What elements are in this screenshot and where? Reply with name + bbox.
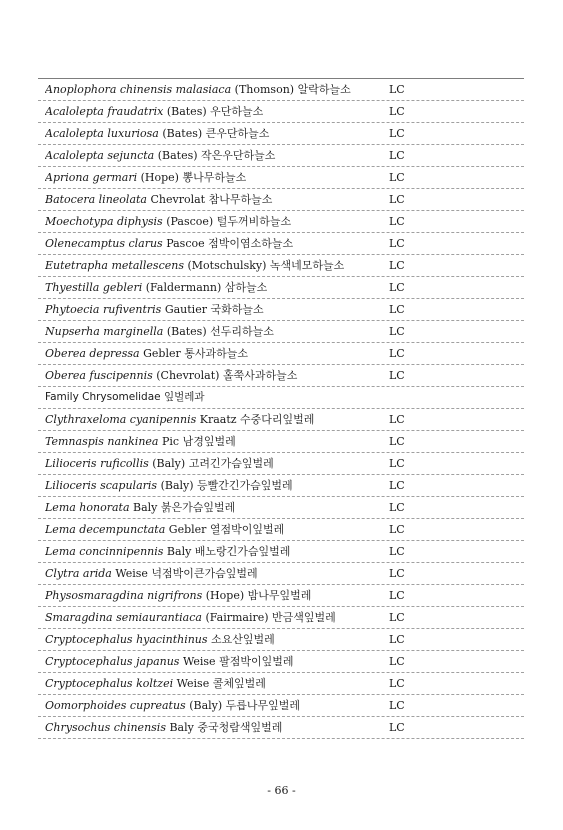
scientific-name: Lema concinnipennis [45, 545, 164, 558]
family-row [38, 387, 524, 409]
species-name [45, 167, 385, 188]
species-name [45, 541, 385, 562]
species-name [45, 497, 385, 518]
scientific-name: Acalolepta luxuriosa [45, 127, 159, 140]
author-name: (Baly) [160, 479, 194, 492]
author-name: (Bates) [162, 127, 203, 140]
status-code: LC [389, 523, 405, 536]
species-table [38, 78, 524, 739]
table-row [38, 607, 524, 629]
table-row [38, 233, 524, 255]
table-row [38, 365, 524, 387]
table-row [38, 431, 524, 453]
status-code: LC [389, 413, 405, 426]
author-name: (Pascoe) [166, 215, 214, 228]
scientific-name: Oomorphoides cupreatus [45, 699, 186, 712]
species-name [45, 409, 385, 430]
species-name [45, 673, 385, 694]
korean-name: 삼하늘소 [224, 281, 268, 294]
author-name: Chevrolat [150, 193, 206, 206]
author-name: Gebler [143, 347, 181, 360]
table-row [38, 101, 524, 123]
author-name: (Chevrolat) [156, 369, 220, 382]
table-row [38, 189, 524, 211]
table-row [38, 79, 524, 101]
species-name [45, 717, 385, 738]
scientific-name: Acalolepta fraudatrix [45, 105, 164, 118]
table-row [38, 343, 524, 365]
species-name [45, 585, 385, 606]
scientific-name: Lema honorata [45, 501, 130, 514]
scientific-name: Anoplophora chinensis malasiaca [45, 83, 232, 96]
korean-name: 홀쭉사과하늘소 [222, 369, 298, 382]
table-row [38, 695, 524, 717]
korean-name: 반금색잎벌레 [272, 611, 336, 624]
status-code: LC [389, 193, 405, 206]
korean-name: 등빨간긴가슴잎벌레 [197, 479, 293, 492]
korean-name: 큰우단하늘소 [205, 127, 270, 140]
page-number: - 66 - [267, 784, 296, 797]
author-name: Gebler [168, 523, 207, 536]
scientific-name: Lilioceris ruficollis [45, 457, 149, 470]
species-name [45, 695, 385, 716]
species-name [45, 607, 385, 628]
korean-name: 녹색네모하늘소 [269, 259, 345, 272]
table-row [38, 321, 524, 343]
table-row [38, 519, 524, 541]
scientific-name: Apriona germari [45, 171, 138, 184]
status-code: LC [389, 149, 405, 162]
korean-name: 두릅나무잎벌레 [225, 699, 301, 712]
species-name [45, 189, 385, 210]
species-name [45, 277, 385, 298]
author-name: Weise [176, 677, 210, 690]
author-name: (Bates) [166, 325, 207, 338]
status-code: LC [389, 567, 405, 580]
author-name: (Baly) [152, 457, 186, 470]
status-code: LC [389, 589, 405, 602]
species-name [45, 299, 385, 320]
author-name: (Fairmaire) [205, 611, 269, 624]
korean-name: 중국청람색잎벌레 [197, 721, 283, 734]
scientific-name: Phytoecia rufiventris [45, 303, 162, 316]
korean-name: 고려긴가슴잎벌레 [188, 457, 274, 470]
author-name: (Baly) [189, 699, 223, 712]
korean-name: 열점박이잎벌레 [209, 523, 285, 536]
author-name: Kraatz [199, 413, 237, 426]
table-row [38, 145, 524, 167]
species-name [45, 519, 385, 540]
korean-name: 밤나무잎벌레 [247, 589, 312, 602]
table-row [38, 409, 524, 431]
status-code: LC [389, 611, 405, 624]
species-name [45, 453, 385, 474]
korean-name: 붉은가슴잎벌레 [160, 501, 236, 514]
korean-name: 수중다리잎벌레 [240, 413, 315, 426]
table-row [38, 585, 524, 607]
status-code: LC [389, 105, 405, 118]
author-name: Baly [133, 501, 158, 514]
scientific-name: Cryptocephalus koltzei [45, 677, 174, 690]
author-name: (Hope) [140, 171, 179, 184]
scientific-name: Physosmaragdina nigrifrons [45, 589, 203, 602]
family-label: Family Chrysomelidae 잎벌레과 [45, 391, 205, 403]
species-name [45, 365, 385, 386]
author-name: (Bates) [157, 149, 198, 162]
author-name: Weise [115, 567, 148, 580]
table-row [38, 717, 524, 739]
table-row [38, 651, 524, 673]
korean-name: 남경잎벌레 [182, 435, 236, 448]
status-code: LC [389, 127, 405, 140]
status-code: LC [389, 457, 405, 470]
species-name [45, 145, 385, 166]
author-name: Weise [182, 655, 216, 668]
species-name [45, 431, 385, 452]
author-name: Baly [166, 545, 192, 558]
korean-name: 점박이염소하늘소 [208, 237, 294, 250]
korean-name: 넉점박이큰가슴잎벌레 [151, 567, 258, 580]
table-row [38, 541, 524, 563]
scientific-name: Clythraxeloma cyanipennis [45, 413, 197, 426]
author-name: Pascoe [166, 237, 205, 250]
species-name [45, 343, 385, 364]
author-name: Gautier [164, 303, 207, 316]
status-code: LC [389, 435, 405, 448]
author-name: (Motschulsky) [187, 259, 267, 272]
status-code: LC [389, 721, 405, 734]
species-name [45, 629, 385, 650]
korean-name: 배노랑긴가슴잎벌레 [194, 545, 291, 558]
status-code: LC [389, 303, 405, 316]
scientific-name: Olenecamptus clarus [45, 237, 163, 250]
status-code: LC [389, 259, 405, 272]
scientific-name: Smaragdina semiaurantiaca [45, 611, 202, 624]
korean-name: 뽕나무하늘소 [182, 171, 247, 184]
korean-name: 콜체잎벌레 [212, 677, 266, 690]
korean-name: 소요산잎벌레 [211, 633, 275, 646]
scientific-name: Chrysochus chinensis [45, 721, 166, 734]
korean-name: 선두리하늘소 [210, 325, 274, 338]
table-row [38, 453, 524, 475]
table-row [38, 277, 524, 299]
species-name [45, 79, 385, 100]
status-code: LC [389, 281, 405, 294]
author-name: (Hope) [205, 589, 245, 602]
status-code: LC [389, 237, 405, 250]
author-name: (Thomson) [234, 83, 295, 96]
status-code: LC [389, 655, 405, 668]
korean-name: 알락하늘소 [297, 83, 351, 96]
table-row [38, 563, 524, 585]
species-name [45, 101, 385, 122]
status-code: LC [389, 325, 405, 338]
status-code: LC [389, 633, 405, 646]
scientific-name: Acalolepta sejuncta [45, 149, 155, 162]
status-code: LC [389, 347, 405, 360]
korean-name: 국화하늘소 [210, 303, 264, 316]
table-row [38, 255, 524, 277]
scientific-name: Oberea depressa [45, 347, 140, 360]
korean-name: 통사과하늘소 [184, 347, 248, 360]
scientific-name: Moechotypa diphysis [45, 215, 163, 228]
scientific-name: Lilioceris scapularis [45, 479, 158, 492]
species-name [45, 211, 385, 232]
status-code: LC [389, 171, 405, 184]
species-name [45, 475, 385, 496]
status-code: LC [389, 699, 405, 712]
status-code: LC [389, 677, 405, 690]
scientific-name: Temnaspis nankinea [45, 435, 159, 448]
korean-name: 팔점박이잎벌레 [219, 655, 294, 668]
table-row [38, 299, 524, 321]
table-row [38, 673, 524, 695]
status-code: LC [389, 215, 405, 228]
scientific-name: Cryptocephalus japanus [45, 655, 180, 668]
scientific-name: Oberea fuscipennis [45, 369, 153, 382]
scientific-name: Eutetrapha metallescens [45, 259, 184, 272]
species-name [45, 321, 385, 342]
scientific-name: Clytra arida [45, 567, 112, 580]
table-row [38, 123, 524, 145]
status-code: LC [389, 83, 405, 96]
species-name [45, 651, 385, 672]
table-row [38, 475, 524, 497]
author-name: (Faldermann) [145, 281, 222, 294]
status-code: LC [389, 479, 405, 492]
species-name [45, 123, 385, 144]
korean-name: 우단하늘소 [210, 105, 264, 118]
species-name [45, 255, 385, 276]
status-code: LC [389, 545, 405, 558]
korean-name: 털두꺼비하늘소 [216, 215, 292, 228]
species-name [45, 233, 385, 254]
table-row [38, 629, 524, 651]
status-code: LC [389, 369, 405, 382]
scientific-name: Nupserha marginella [45, 325, 164, 338]
scientific-name: Batocera lineolata [45, 193, 147, 206]
author-name: Pic [161, 435, 180, 448]
scientific-name: Cryptocephalus hyacinthinus [45, 633, 208, 646]
author-name: (Bates) [166, 105, 207, 118]
scientific-name: Thyestilla gebleri [45, 281, 143, 294]
table-row [38, 497, 524, 519]
status-code: LC [389, 501, 405, 514]
scientific-name: Lema decempunctata [45, 523, 166, 536]
korean-name: 참나무하늘소 [208, 193, 273, 206]
author-name: Baly [169, 721, 194, 734]
table-row [38, 211, 524, 233]
species-name [45, 563, 385, 584]
korean-name: 작은우단하늘소 [201, 149, 276, 162]
table-row [38, 167, 524, 189]
